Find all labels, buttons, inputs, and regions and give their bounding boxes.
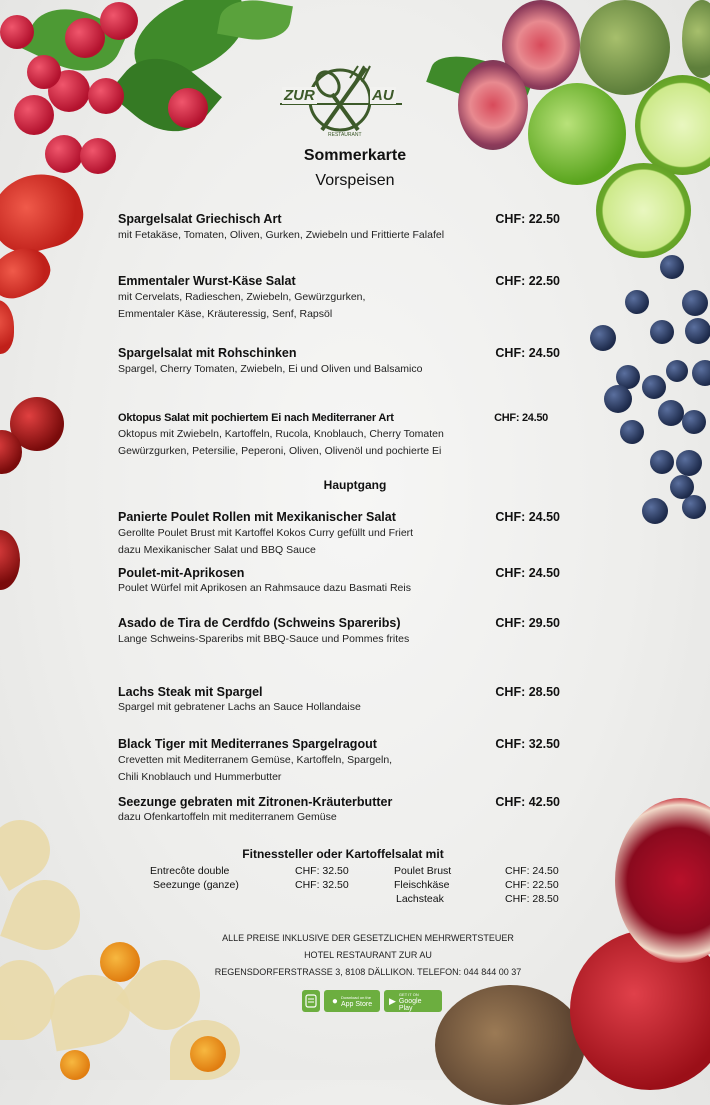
item-price: CHF: 24.50	[495, 510, 560, 524]
item-price: CHF: 42.50	[495, 795, 560, 809]
address-phone: REGENSDORFERSTRASSE 3, 8108 DÄLLIKON. TELEFON: 044 844 00 37	[214, 967, 522, 977]
footer	[0, 930, 710, 981]
fitness-plate-heading: Fitnessteller oder Kartoffelsalat mit	[242, 847, 444, 861]
fitness-option: Entrecôte double	[150, 865, 230, 877]
menu-item-vorspeise	[118, 273, 568, 323]
google-play-badge[interactable]	[384, 990, 442, 1012]
item-name: Asado de Tira de Cerdfdo (Schweins Spareribs)	[118, 616, 401, 630]
google-play-small-label: GET IT ON	[398, 991, 419, 997]
item-name: Lachs Steak mit Spargel	[118, 685, 263, 699]
item-name: Seezunge gebraten mit Zitronen-Kräuterbutter	[118, 795, 393, 809]
item-price: CHF: 22.50	[495, 274, 560, 288]
menu-item-hauptgang	[118, 565, 568, 595]
fitness-option: Fleischkäse	[394, 879, 450, 891]
item-description: mit Fetakäse, Tomaten, Oliven, Gurken, Zwiebeln und Frittierte Falafel	[118, 229, 445, 241]
menu-item-vorspeise	[118, 211, 568, 244]
item-price: CHF: 28.50	[495, 685, 560, 699]
app-store-badge[interactable]	[324, 990, 380, 1012]
fitness-price: CHF: 28.50	[505, 893, 559, 905]
hotel-name: HOTEL RESTAURANT ZUR AU	[304, 950, 432, 960]
vat-notice: ALLE PREISE INKLUSIVE DER GESETZLICHEN MEHRWERTSTEUER	[222, 933, 514, 943]
app-store-label: App Store	[340, 1001, 373, 1008]
item-price: CHF: 32.50	[495, 737, 560, 751]
item-description: Gewürzgurken, Petersilie, Peperoni, Oliven, Olivenöl und pochierte Ei	[118, 445, 442, 457]
item-name: Emmentaler Wurst-Käse Salat	[118, 274, 296, 288]
item-name: Black Tiger mit Mediterranes Spargelragout	[118, 737, 377, 751]
item-description: Emmentaler Käse, Kräuteressig, Senf, Rapsöl	[118, 308, 333, 320]
menu-item-vorspeise	[118, 345, 568, 378]
fitness-option: Poulet Brust	[394, 865, 452, 877]
item-description: dazu Ofenkartoffeln mit mediterranem Gemüse	[118, 811, 337, 823]
fitness-price: CHF: 32.50	[295, 879, 349, 891]
item-price: CHF: 24.50	[495, 566, 560, 580]
item-name: Spargelsalat Griechisch Art	[118, 212, 282, 226]
fitness-price: CHF: 24.50	[505, 865, 559, 877]
menu-item-hauptgang	[118, 615, 568, 648]
item-name: Spargelsalat mit Rohschinken	[118, 346, 297, 360]
menu-item-hauptgang	[118, 736, 568, 786]
menu-item-hauptgang	[118, 684, 568, 714]
item-price: CHF: 22.50	[495, 212, 560, 226]
menu-title: Sommerkarte	[303, 147, 407, 164]
menu-subtitle: Vorspeisen	[315, 172, 395, 189]
app-badges	[302, 990, 442, 1012]
menu-item-hauptgang	[118, 794, 568, 824]
fitness-option: Lachsteak	[396, 893, 444, 905]
item-name: Panierte Poulet Rollen mit Mexikanischer Salat	[118, 510, 396, 524]
item-description: mit Cervelats, Radieschen, Zwiebeln, Gewürzgurken,	[118, 291, 366, 303]
fitness-option: Seezunge (ganze)	[153, 879, 239, 891]
menu-item-vorspeise	[118, 410, 568, 460]
item-description: Gerollte Poulet Brust mit Kartoffel Kokos Curry gefüllt und Friert	[118, 527, 414, 539]
item-description: Lange Schweins-Spareribs mit BBQ-Sauce und Pommes frites	[118, 633, 410, 645]
fitness-right-names	[394, 864, 451, 906]
logo-subtitle: RESTAURANT	[328, 132, 362, 138]
item-description: Poulet Würfel mit Aprikosen an Rahmsauce dazu Basmati Reis	[118, 582, 411, 594]
item-price: CHF: 24.50	[494, 412, 548, 424]
apple-icon: ●	[331, 995, 338, 1007]
item-description: Oktopus mit Zwiebeln, Kartoffeln, Rucola, Knoblauch, Cherry Tomaten	[118, 428, 444, 440]
fitness-price: CHF: 32.50	[295, 865, 349, 877]
item-name: Oktopus Salat mit pochiertem Ei nach Mediterraner Art	[118, 412, 394, 424]
item-description: dazu Mexikanischer Salat und BBQ Sauce	[118, 544, 316, 556]
item-name: Poulet-mit-Aprikosen	[118, 566, 245, 580]
item-description: Chili Knoblauch und Hummerbutter	[118, 771, 282, 783]
restaurant-logo	[280, 62, 402, 142]
fitness-left-names	[150, 864, 239, 892]
fitness-price: CHF: 22.50	[505, 879, 559, 891]
item-description: Spargel mit gebratener Lachs an Sauce Hollandaise	[118, 701, 361, 713]
item-price: CHF: 29.50	[495, 616, 560, 630]
logo-left-word: ZUR	[284, 87, 315, 104]
logo-right-word: AU	[372, 87, 394, 104]
restaurant-app-icon[interactable]	[302, 990, 320, 1012]
item-description: Crevetten mit Mediterranem Gemüse, Kartoffeln, Spargeln,	[118, 754, 393, 766]
item-price: CHF: 24.50	[495, 346, 560, 360]
item-description: Spargel, Cherry Tomaten, Zwiebeln, Ei und Oliven und Balsamico	[118, 363, 423, 375]
google-play-label: Google Play	[398, 997, 422, 1012]
menu-item-hauptgang	[118, 509, 568, 560]
fitness-left-prices	[295, 864, 349, 892]
play-icon: ▶	[389, 995, 396, 1006]
fitness-right-prices	[505, 864, 559, 906]
section-heading-hauptgang: Hauptgang	[323, 478, 387, 492]
app-store-small-label: Download on the	[340, 995, 371, 1000]
